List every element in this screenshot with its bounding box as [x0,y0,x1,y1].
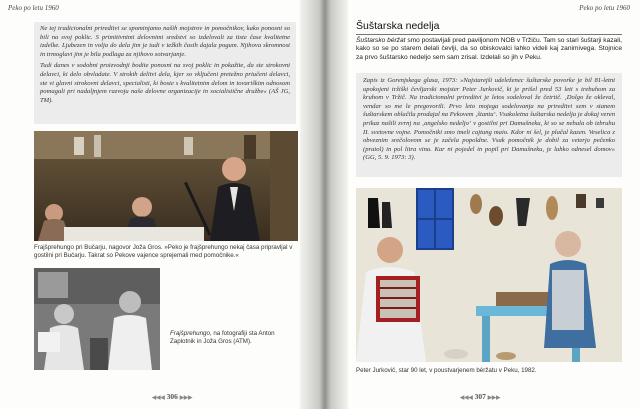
caption-bottom-left-rest: , na fotografiji sta Anton Zaplotnik in Joža Gros (ATM). [170,330,275,345]
caption-photo-bottom-left [170,330,296,346]
left-page-number [152,392,192,401]
caption-photo-right: Peter Jurkovič, star 90 let, v poustvarjenem béržatu v Peku, 1982. [356,367,537,374]
right-page-number-value: 307 [474,392,486,401]
left-ornament-left-icon: ◀◀◀ [152,395,165,401]
right-quote-text: Zapis iz Gorenjskega glasa, 1973: »Najstarejši udeleženec šuštarske povorke je bil 81-letni upokojeni tržiški čevljarski mojster Peter Jurkovič, ki je prišel pred 53 leti s trebuhom za kruhom v Tržič. Na tradicionalni prireditvi je letos sodeloval že četrtič. ‚Dolgo že okleval, vendar so me le pregovorili. Prvo leto mojega sodelovanja na prireditvi sem v stanem šuštarskem oblačilu prodajal na Pekovem ‚štantu‘. Vsakoletna šuštarska nedelja je dokaj veren prikaz našili zvrnj na ‚angelsko nedeljo‘ v gostilni pri Damušneku, ki so se nehala ob izbruhu II. svetovne vojne. Pomočniki smo imeli cajtung maio. Kdor ni šel, je plačal kazen. Veselica z obveznim srečolovom se je začela popoldne. Vsak pomočnik je dobil za veterjo pečenko (pratol) in pol litra vina. Kar ni pojedel in popil pri Damušneku, je lahko odnesel domov« (GG, 5. 9. 1973: 3). [363,77,615,162]
caption-photo-top-left: Frajšprehungo pri Bučarju, nagovor Joža Gros. »Peko je frajšprehungo nekaj časa pripravljal v gostilni pri Bučarju. Takrat so Pekove vajence sprejemali med pomočnike.« [34,244,293,259]
photo-zaplotnik-gros [34,268,160,370]
book-gutter [300,0,348,409]
right-running-header: Peko po letu 1960 [579,4,630,12]
left-quote-paragraph-1: Ne tej tradicionalni prireditvi se spominjamo naših mojstrov in pomočnikov, kako ponosni so bili na svoj poklic. S primitivnimi delovnimi sredstvi so izdelovali za tiste čase kvalitetne izdelke. Ljubezen in volja do dela jim je tudi v težkih časih dajala pogum. Njihova skromnost in trmoglavi jim je bila podlaga za njihovo sotvarjanje. [40,25,290,58]
intro-text: smo postavljali pred paviljonom NOB v Tržiču. Tam so stari šuštarji kazali, kako so se po starem delali čevlji, da so obiskovalci lahko videli kaj zanimivega. Stojnice za prvo šuštarsko nedeljo sem sam zrisal. Izdelali so jih v Peku. [356,37,622,61]
section-title-rule [356,34,622,35]
left-page-number-value: 306 [166,392,178,401]
photo-frajsprehungo-bucar [34,131,298,241]
left-running-header: Peko po letu 1960 [8,4,59,12]
photo-peter-jurkovic-berzat [356,188,622,362]
right-page-number [460,392,500,401]
left-quote-box [34,22,296,124]
caption-bottom-left-italic: Frajšprehungo [170,330,210,337]
section-title: Šuštarska nedelja [356,20,440,32]
right-ornament-right-icon: ▶▶▶ [487,395,501,401]
right-quote-box [356,73,622,177]
intro-italic-term: Šuštarsko béržat [356,37,406,44]
left-quote-paragraph-2: Tudi danes v sodobni proizvodnji bodite ponosni na svoj poklic in pokažite, da ste strokovni delavci, ki delo obvladate. V strokih delitvi dela, kjer so vključeni pretežno priučeni delavci, ste vi glavni strokovni delavci, specialisti, ki boste s kvalitetnim delom in tovariškim odnosom pomagali pri nadaljnjem razvoju naše delovne organizacije in socialistične družbe« (AŠ JG, TM). [40,62,290,104]
section-intro-paragraph [356,37,622,62]
left-ornament-right-icon: ▶▶▶ [179,395,193,401]
right-ornament-left-icon: ◀◀◀ [460,395,473,401]
